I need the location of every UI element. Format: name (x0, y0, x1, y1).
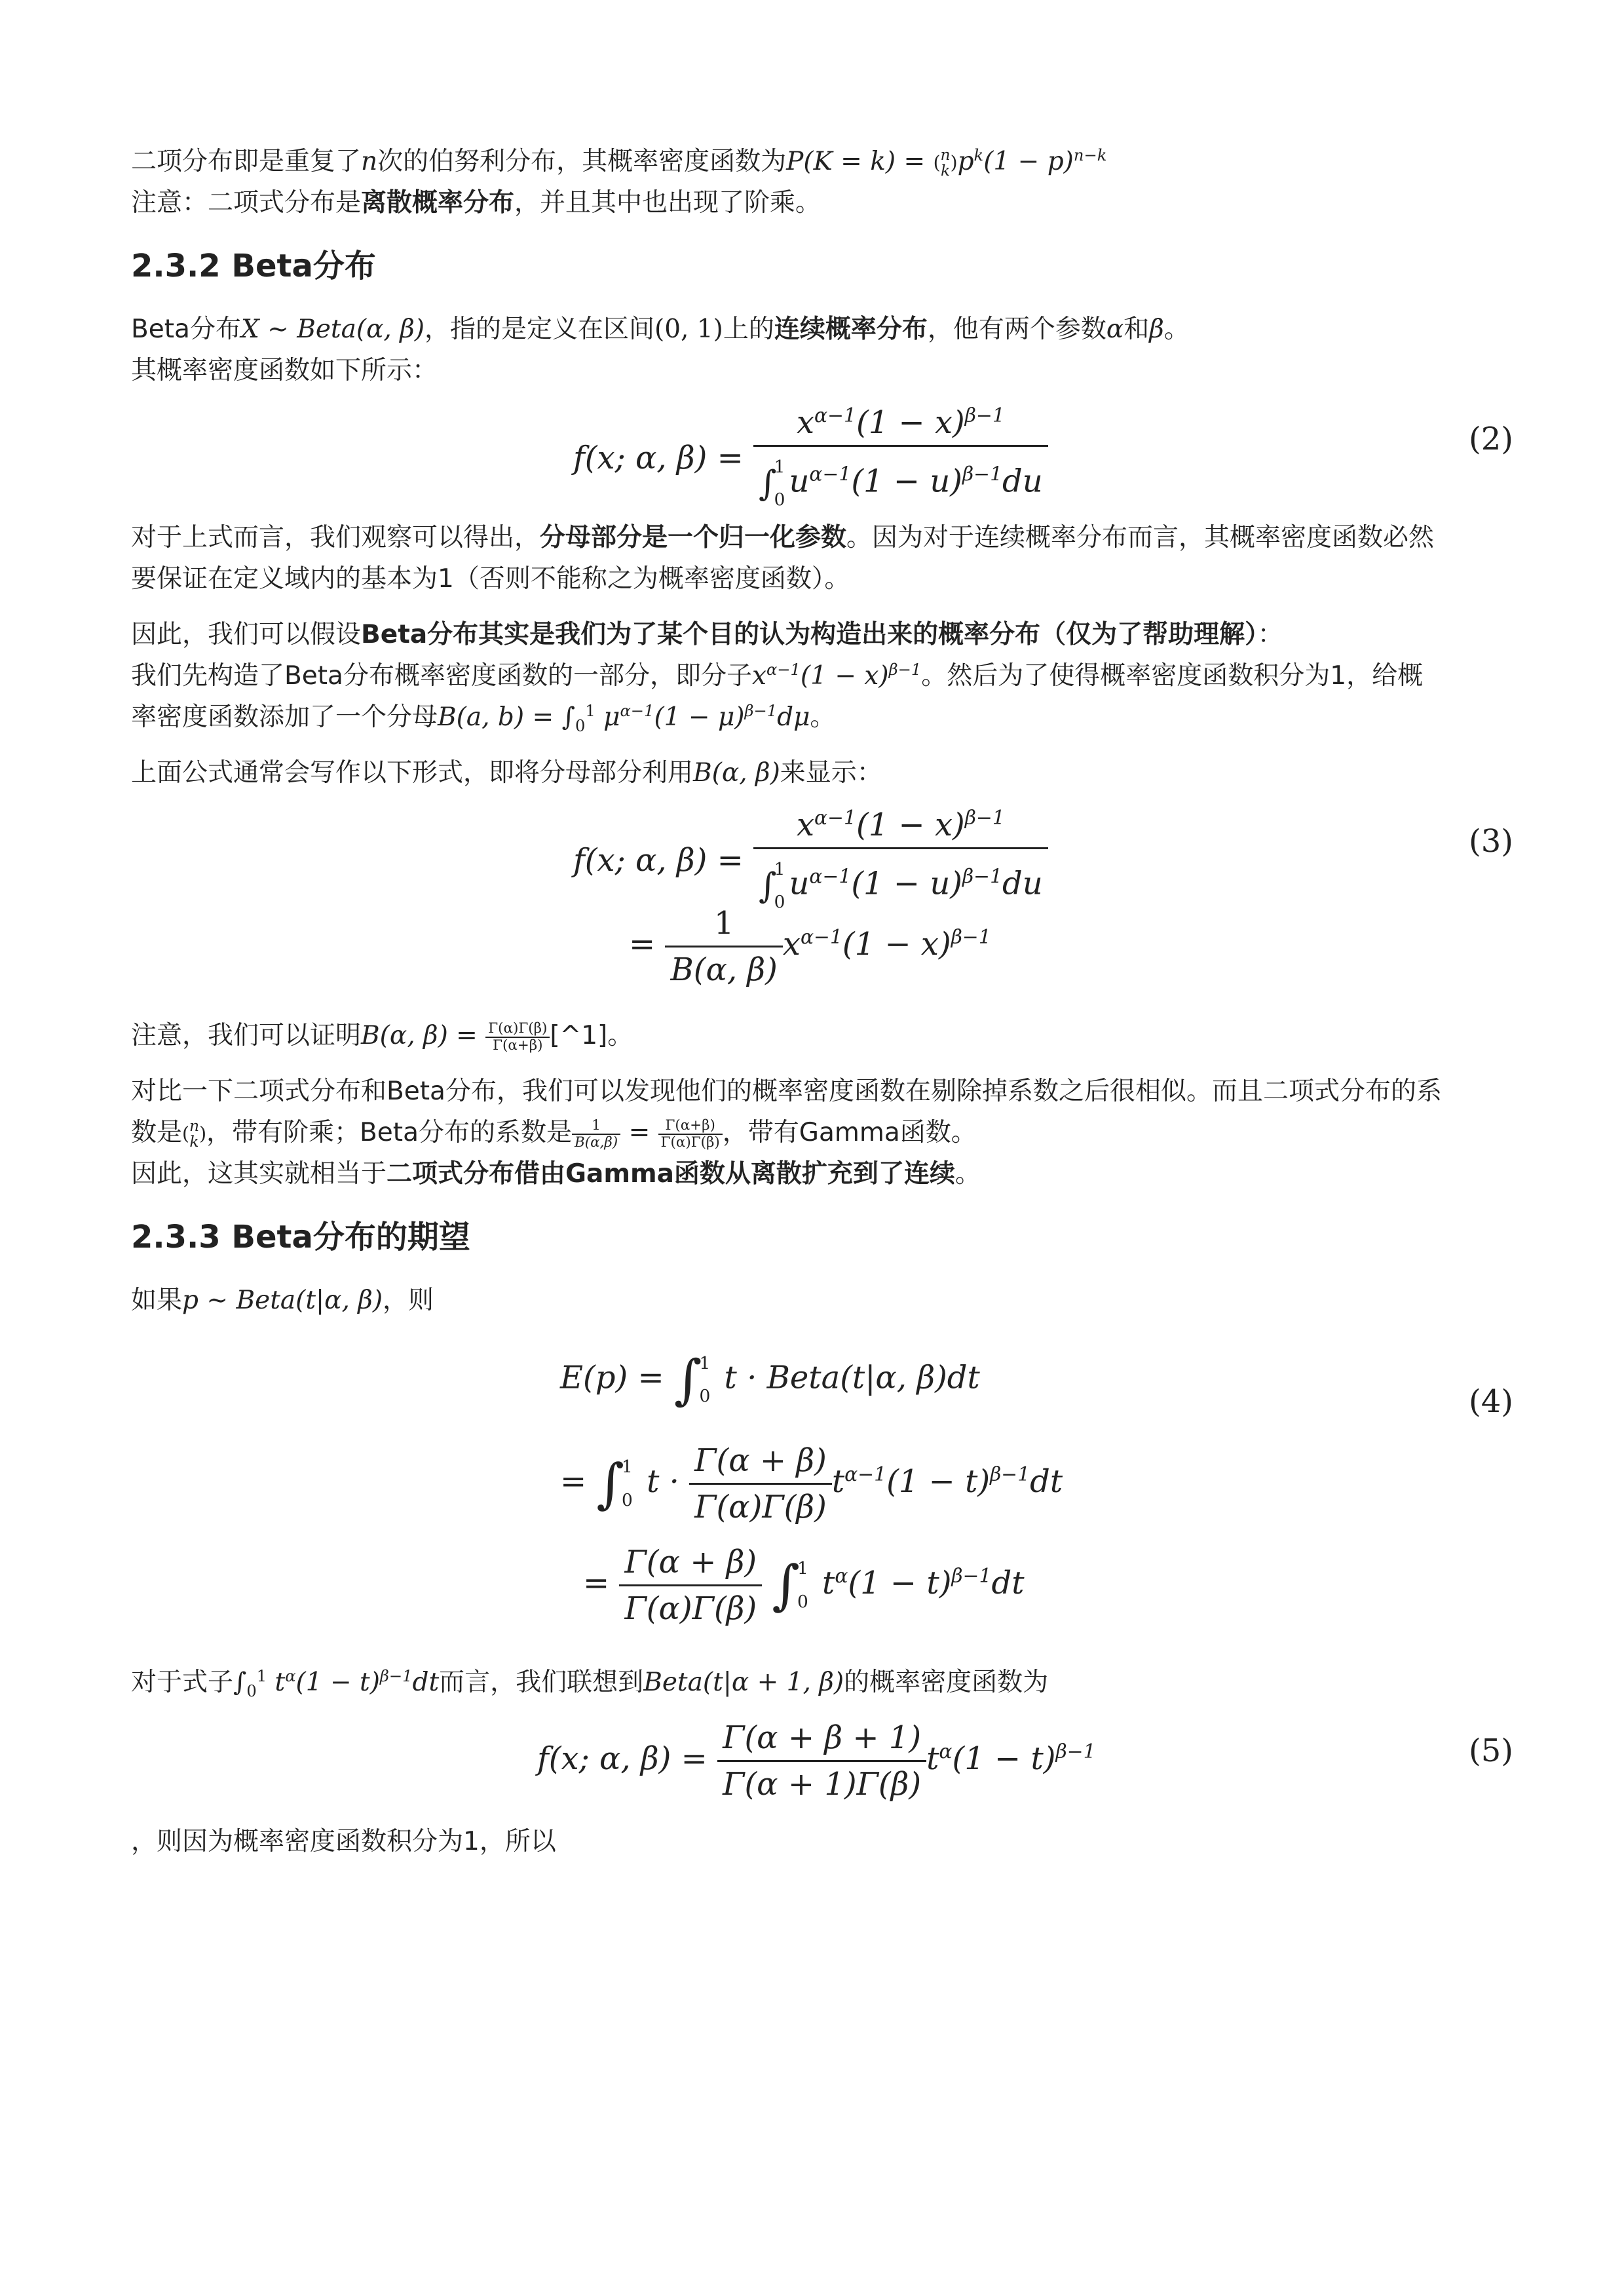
paragraph-note (131, 182, 1513, 223)
text: 而言，我们联想到 (439, 1668, 644, 1697)
eq-fraction: $\frac{\Gamma(\alpha + \beta)}{\Gamma(\alpha)\Gamma(\beta)}$ (689, 1442, 832, 1525)
eq-lhs: f(x; α, β) = (573, 440, 744, 477)
text: 率密度函数添加了一个分母 (131, 702, 438, 732)
paragraph-beta-def (131, 309, 1513, 350)
bold-text: 连续概率分布 (774, 315, 928, 344)
text: ，指的是定义在区间 (424, 315, 654, 344)
inline-fraction: $\frac{\Gamma(\alpha)\Gamma(\beta)}{\Gamma(\alpha+\beta)}$ (485, 1021, 550, 1053)
paragraph-comparison: 对比一下二项式分布和Beta分布，我们可以发现他们的概率密度函数在剔除掉系数之后很相似。而且二项式分布的系 (131, 1077, 1442, 1106)
eq-lhs: E(p) = (560, 1359, 664, 1396)
bold-text: 离散概率分布 (361, 188, 515, 218)
math-pmf-lhs: P(K = k) = (786, 147, 926, 176)
paragraph-expectation (131, 1280, 1513, 1321)
eq-fraction: $\frac{\Gamma(\alpha + \beta + 1)}{\Gamma(\alpha + 1)\Gamma(\beta)}$ (717, 1719, 926, 1803)
paragraph-construction (131, 614, 1513, 655)
text: 对于式子 (131, 1668, 234, 1697)
text: 。 (954, 1159, 981, 1189)
math-binom: ( n k ) (182, 1117, 207, 1151)
bold-text: Beta分布其实是我们为了某个目的认为构造出来的概率分布（仅为了帮助理解） (361, 620, 1258, 649)
math: t · (647, 1463, 679, 1500)
text: 和 (1124, 315, 1150, 344)
text: [^1]。 (550, 1021, 633, 1050)
eq-rhs: t · Beta(t|α, β)dt (724, 1359, 980, 1396)
text: 次的伯努利分布，其概率密度函数为 (377, 147, 787, 176)
paragraph-conclusion: ，则因为概率密度函数积分为1，所以 (131, 1827, 556, 1856)
math-p: p (957, 147, 974, 176)
document-page (131, 141, 1513, 1862)
equation-number: (5) (1469, 1732, 1513, 1769)
equation-4: E(p) = ∫ 1 0 t · Beta(t|α, β)dt = ∫ 1 0 t · $\frac{\Gamma(\alpha + \beta)}{\Gamma(\alpha)\Gamma(\beta)}$ $t^{\alpha-1}(1 - t)^{\beta-1}dt$ = $\frac{\Gamma(\alpha + \beta)}{\Gamma(\alpha)\Gamma(\beta)}$ ∫ 1 0 $t^\alpha(1 - t)^{\beta-1}dt$ (4) (560, 1349, 1513, 1627)
text: ，带有阶乘；Beta分布的系数是 (206, 1118, 572, 1147)
paragraph-normalization-2: 要保证在定义域内的基本为1（否则不能称之为概率密度函数）。 (131, 564, 850, 594)
math: α (1106, 315, 1124, 344)
equation-5: f(x; α, β) = $\frac{\Gamma(\alpha + \beta + 1)}{\Gamma(\alpha + 1)\Gamma(\beta)}$ $t^\alpha(1 - t)^{\beta-1}$ (5) (537, 1719, 1513, 1803)
math: (0, 1) (654, 315, 723, 344)
equation-number: (2) (1469, 421, 1513, 457)
text: ，并且其中也出现了阶乘。 (514, 188, 821, 218)
math: β (1149, 315, 1164, 344)
math-n: n (361, 147, 378, 176)
inline-fraction: $\frac{\Gamma(\alpha+\beta)}{\Gamma(\alpha)\Gamma(\beta)}$ (658, 1118, 723, 1150)
paragraph-recall: 对于式子$\int_0^1$ $t^\alpha(1 - t)^{\beta-1}dt$而言，我们联想到Beta(t|α + 1, β)的概率密度函数为 (131, 1667, 1049, 1700)
text: 因此，这其实就相当于 (131, 1159, 387, 1189)
equation-number: (4) (1469, 1383, 1513, 1420)
paragraph-comparison-2 (131, 1112, 1513, 1153)
math: B(a, b) = (438, 702, 554, 732)
text: 。 (1163, 315, 1190, 344)
eq-lhs: f(x; α, β) = (537, 1740, 708, 1777)
text: 上的 (723, 315, 774, 344)
text: 。 (810, 702, 836, 732)
paragraph-binomial (131, 141, 1513, 182)
text: 如果 (131, 1286, 183, 1315)
paragraph-pdf-intro: 其概率密度函数如下所示： (131, 356, 438, 385)
math-exp: n−k (1073, 146, 1107, 164)
math: p ∼ Beta(t|α, β) (182, 1286, 383, 1315)
text: 因此，我们可以假设 (131, 620, 362, 649)
math: = (628, 1118, 651, 1147)
eq-equals: = (560, 1463, 587, 1500)
inline-fraction: $\frac{1}{B(\alpha,\beta)}$ (572, 1118, 620, 1150)
text: ，他有两个参数 (927, 315, 1106, 344)
section-heading-232: 2.3.2 Beta分布 (131, 248, 376, 284)
text: ： (1257, 620, 1283, 649)
text: 。因为对于连续概率分布而言，其概率密度函数必然 (846, 523, 1435, 552)
text: 注意，我们可以证明 (131, 1021, 362, 1050)
math-exp: k (973, 146, 984, 164)
eq-fraction: $\frac{\Gamma(\alpha + \beta)}{\Gamma(\alpha)\Gamma(\beta)}$ (619, 1544, 762, 1627)
math-tail: (1 − p) (983, 147, 1074, 176)
text: 上面公式通常会写作以下形式，即将分母部分利用 (131, 758, 694, 788)
equation-number: (3) (1469, 823, 1513, 860)
paragraph-beta-gamma (131, 1015, 1513, 1056)
text: 数是 (131, 1118, 183, 1147)
text: Beta分布 (131, 315, 241, 344)
bold-text: 分母部分是一个归一化参数 (540, 523, 847, 552)
text: 。然后为了使得概率密度函数积分为1，给概 (921, 661, 1424, 691)
section-heading-233: 2.3.3 Beta分布的期望 (131, 1219, 470, 1255)
text: 注意：二项式分布是 (131, 188, 362, 218)
text: 二项分布即是重复了 (131, 147, 362, 176)
eq-fraction: $x^{\alpha-1}(1 - x)^{\beta-1}$ ∫ 1 0 $u^{\alpha-1}(1 - u)^{\beta-1}du$ (753, 807, 1048, 919)
math: B(α, β) = (361, 1021, 478, 1050)
text: 对于上式而言，我们观察可以得出， (131, 523, 540, 552)
text: 我们先构造了Beta分布概率密度函数的一部分，即分子 (131, 661, 752, 691)
paragraph-rewrite (131, 752, 1513, 794)
paragraph-construction-3: 率密度函数添加了一个分母B(a, $b) = \int_0^1$ $\mu^{\alpha-1}(1 - \mu)^{\beta-1}d\mu$。 (131, 702, 836, 735)
math-numerator: $x^{\alpha-1}(1 - x)^{\beta-1}$ (751, 660, 922, 691)
bold-text: 二项式分布借由Gamma函数从离散扩充到了连续 (387, 1159, 955, 1189)
eq-lhs: f(x; α, β) = (573, 842, 744, 879)
eq-equals: = (583, 1565, 610, 1601)
text: 的概率密度函数为 (844, 1668, 1049, 1697)
equation-2 (131, 391, 1513, 510)
text: ，带有Gamma函数。 (722, 1118, 977, 1147)
eq-fraction: $\frac{1}{B(\alpha, \beta)}$ (665, 905, 782, 988)
text: ，则 (383, 1286, 434, 1315)
eq-equals: = (629, 926, 656, 963)
eq-fraction: $x^{\alpha-1}(1 - x)^{\beta-1}$ ∫ 1 0 $u^{\alpha-1}(1 - u)^{\beta-1}du$ (753, 404, 1048, 516)
math-binom: ( n k ) (933, 145, 958, 180)
math: Beta(t|α + 1, β) (643, 1668, 844, 1697)
paragraph-construction-2 (131, 655, 1513, 697)
math: X ∼ Beta(α, β) (240, 315, 425, 344)
paragraph-comparison-3 (131, 1153, 1513, 1195)
equation-3: f(x; α, β) = $x^{\alpha-1}(1 - x)^{\beta-1}$ ∫ 1 0 $u^{\alpha-1}(1 - u)^{\beta-1}du$ = $\frac{1}{B(\alpha, \beta)}$ $x^{\alpha-1}(1 - x)^{\beta-1}$ (3) (573, 807, 1513, 988)
math: B(α, β) (693, 758, 780, 788)
paragraph-normalization (131, 517, 1513, 558)
text: 来显示： (780, 758, 882, 788)
